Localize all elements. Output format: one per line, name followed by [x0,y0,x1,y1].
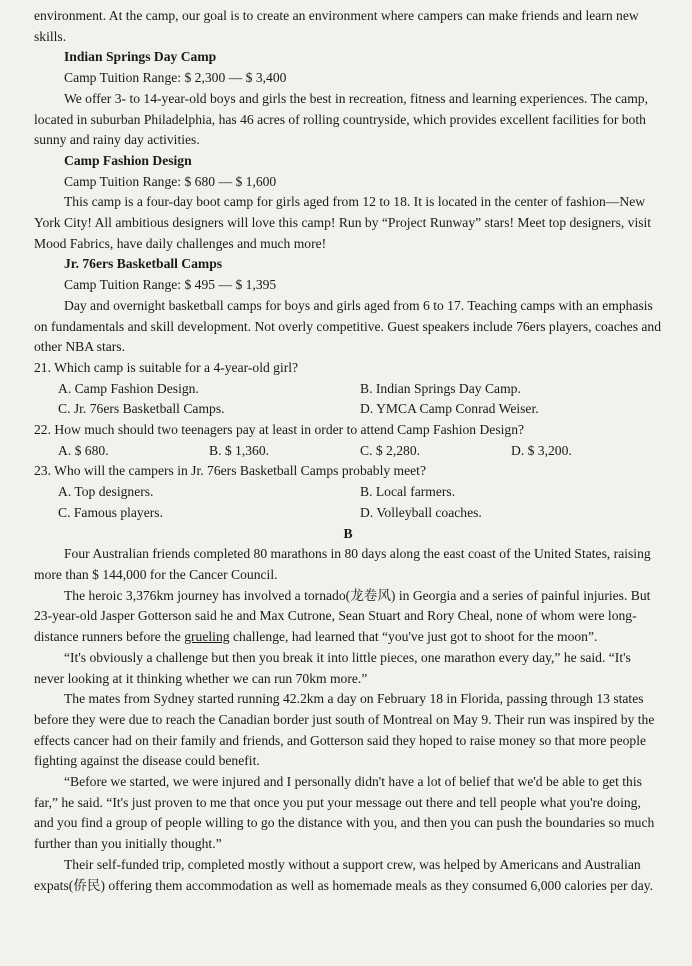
q23-options-row-1 [34,482,662,503]
q23-option-c: C. Famous players. [58,504,163,520]
q21-option-d: D. YMCA Camp Conrad Weiser. [360,401,539,417]
q22-options-row [34,441,662,462]
passage-b-paragraph-6: Their self-funded trip, completed mostly without a support crew, was helped by Americans and Australian expats(侨民) offering them accommodation as well as homemade meals as they consumed 6,000 calories per day. [34,856,654,893]
passage-b-paragraph-1: Four Australian friends completed 80 marathons in 80 days along the east coast of the United States, raising more than $ 144,000 for the Cancer Council. [34,546,651,582]
underlined-word-grueling: grueling [184,629,230,645]
passage-b-paragraph-3: “It's obviously a challenge but then you break it into little pieces, one marathon every day,” he said. “It's never looking at it thinking whether we can run 70km more.” [34,649,631,686]
camp-3-desc: Day and overnight basketball camps for boys and girls aged from 6 to 17. Teaching camps with an emphasis on fundamentals and skill development. Not overly competitive. Guest speakers include 76ers players, coaches and other NBA stars. [34,297,662,355]
camp-2-desc: This camp is a four-day boot camp for girls aged from 12 to 18. It is located in the center of fashion—New York City! All ambitious designers will love this camp! Run by “Project Runway” stars! Meet top designers, visit Mood Fabrics, have daily challenges and much more! [34,194,652,251]
q21-option-c: C. Jr. 76ers Basketball Camps. [58,401,225,417]
camp-1-desc: We offer 3- to 14-year-old boys and girls the best in recreation, fitness and learning experiences. The camp, located in suburban Philadelphia, has 46 acres of rolling countryside, which provides excellent facilities for both sunny and rainy day activities. [34,90,648,148]
q23-option-a: A. Top designers. [58,484,154,500]
p2-text-after: challenge, had learned that “you've just got to shoot for the moon”. [229,629,598,645]
camp-2-title: Camp Fashion Design [64,152,192,168]
q23-option-d: D. Volleyball coaches. [360,504,482,520]
q22-option-b: B. $ 1,360. [209,442,270,458]
camp-1-range: Camp Tuition Range: $ 2,300 — $ 3,400 [64,70,287,86]
q21-option-a: A. Camp Fashion Design. [58,380,199,396]
q23-option-b: B. Local farmers. [360,484,456,500]
passage-b-paragraph-5: “Before we started, we were injured and I personally didn't have a lot of belief that we'd be able to get this far,” he said. “It's just proven to me that once you put your message out there and tell people what you're doing, and you find a group of people willing to go the distance with you, and then you can push the boundaries so much further than you initially thought.” [34,774,655,852]
q22-option-d: D. $ 3,200. [511,442,572,458]
section-b-heading: B [343,525,353,541]
question-22: 22. How much should two teenagers pay at least in order to attend Camp Fashion Design? [34,422,525,438]
question-21: 21. Which camp is suitable for a 4-year-old girl? [34,359,299,375]
camp-3-range: Camp Tuition Range: $ 495 — $ 1,395 [64,277,277,293]
camp-1-title: Indian Springs Day Camp [64,49,217,65]
camp-3-title: Jr. 76ers Basketball Camps [64,256,223,272]
passage-b-paragraph-2 [34,586,662,648]
intro-tail: environment. At the camp, our goal is to create an environment where campers can make friends and learn new skills. [34,8,639,44]
q21-options-row-1 [34,379,662,400]
p2-text-before: The heroic 3,376km journey has involved a tornado(龙卷风) in Georgia and a series of painful injuries. But 23-year-old Jasper Gotterson said he and Max Cutrone, Sean Stuart and Rory Cheal, none of whom were long-distance runners before the [34,587,651,645]
q22-option-a: A. $ 680. [58,442,109,458]
passage-b-paragraph-4: The mates from Sydney started running 42.2km a day on February 18 in Florida, passing through 13 states before they were due to reach the Canadian border just south of Montreal on May 9. Their run was inspired by the effects cancer had on their family and friends, and Gotterson said they hoped to raise money so that more people fighting against the disease could benefit. [34,691,655,769]
question-23: 23. Who will the campers in Jr. 76ers Basketball Camps probably meet? [34,463,426,479]
q23-options-row-2 [34,503,662,524]
q21-option-b: B. Indian Springs Day Camp. [360,380,521,396]
q22-option-c: C. $ 2,280. [360,442,421,458]
camp-2-range: Camp Tuition Range: $ 680 — $ 1,600 [64,173,277,189]
q21-options-row-2 [34,399,662,420]
